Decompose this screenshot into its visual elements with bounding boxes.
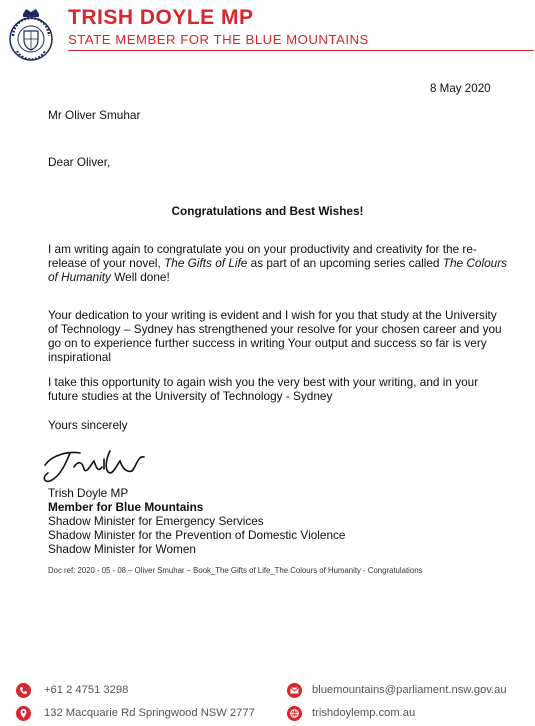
- document-reference: Doc ref: 2020 - 05 - 08 – Oliver Smuhar – Book_The Gifts of Life_The Colours of Humanity - Congratulations: [48, 566, 423, 575]
- portfolio-1: Shadow Minister for Emergency Services: [48, 514, 264, 528]
- paragraph-1-part1: I am writing again to congratulate you on your productivity and creativity for the re-release of your novel,: [48, 242, 477, 270]
- closing: Yours sincerely: [48, 418, 128, 432]
- email-icon: [287, 683, 302, 698]
- paragraph-3: I take this opportunity to again wish you the very best with your writing, and in your future studies at the University of Technology - Sydney: [48, 375, 479, 403]
- handwritten-signature: [40, 443, 158, 485]
- footer-email[interactable]: bluemountains@parliament.nsw.gov.au: [312, 684, 507, 696]
- letterhead-title: STATE MEMBER FOR THE BLUE MOUNTAINS: [68, 32, 369, 47]
- location-icon: [16, 706, 31, 721]
- salutation: Dear Oliver,: [48, 155, 111, 169]
- series-title: The Colours of Humanity: [48, 256, 508, 284]
- globe-icon: [287, 706, 302, 721]
- letterhead-name: TRISH DOYLE MP: [68, 6, 254, 29]
- footer-website[interactable]: trishdoylemp.com.au: [312, 707, 416, 719]
- paragraph-2: Your dedication to your writing is evident and I wish for you that study at the University of Technology – Sydney has strengthened your resolve for your chosen career and you go on to experience further success in writing Your output and success so far is very inspirational: [48, 308, 502, 364]
- letter-date: 8 May 2020: [430, 82, 491, 95]
- portfolio-3: Shadow Minister for Women: [48, 542, 196, 556]
- paragraph-1: [48, 242, 508, 284]
- signatory-role: Member for Blue Mountains: [48, 500, 204, 514]
- footer-address: 132 Macquarie Rd Springwood NSW 2777: [44, 707, 255, 719]
- letterhead-divider: [68, 50, 534, 51]
- paragraph-1-part3: Well done!: [110, 270, 170, 284]
- recipient: Mr Oliver Smuhar: [48, 108, 141, 122]
- signatory-name: Trish Doyle MP: [48, 486, 129, 500]
- portfolio-2: Shadow Minister for the Prevention of Domestic Violence: [48, 528, 346, 542]
- phone-icon: [16, 683, 31, 698]
- parliament-crest-logo: [6, 6, 56, 62]
- footer-phone: +61 2 4751 3298: [44, 684, 129, 696]
- novel-title: The Gifts of Life: [164, 256, 248, 270]
- paragraph-1-part2: as part of an upcoming series called: [247, 256, 443, 270]
- letter-heading: Congratulations and Best Wishes!: [171, 204, 364, 218]
